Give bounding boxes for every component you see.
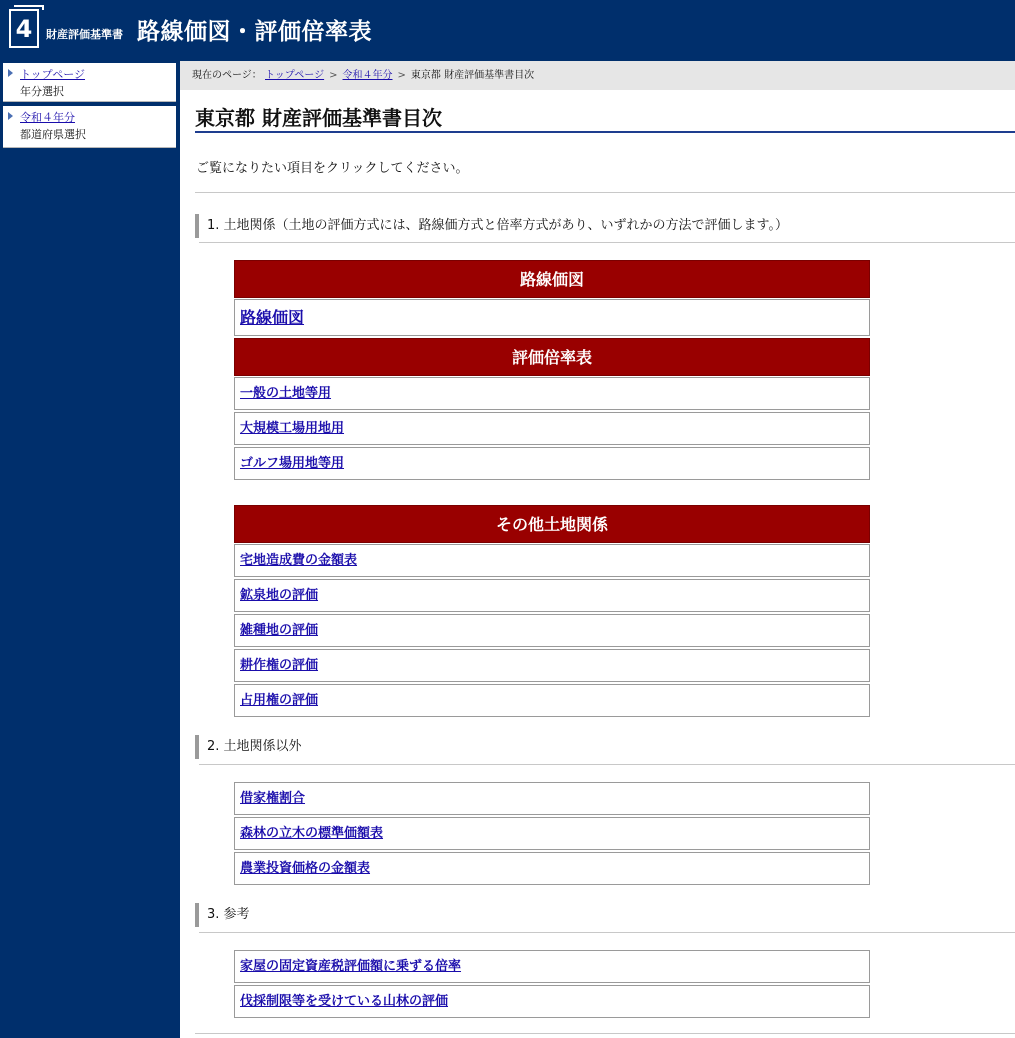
breadcrumb-separator: > [329, 70, 338, 81]
sidebar-link-year[interactable]: 令和４年分 [20, 111, 75, 124]
logo-book-icon [9, 9, 39, 48]
link-row [234, 684, 870, 717]
group-header-bairitsu: 評価倍率表 [234, 338, 870, 376]
link-row [234, 447, 870, 480]
link-misc-land[interactable]: 雑種地の評価 [240, 623, 319, 638]
link-row [234, 377, 870, 410]
divider [195, 192, 1015, 193]
section-heading-land: 1. 土地関係（土地の評価方式には、路線価方式と倍率方式があり、いずれかの方法で評価します。） [195, 214, 1015, 238]
link-row [234, 852, 870, 885]
sidebar [0, 61, 180, 1038]
group-header-other-land: その他土地関係 [234, 505, 870, 543]
link-occupancy-right[interactable]: 占用権の評価 [240, 693, 319, 708]
link-agricultural-price[interactable]: 農業投資価格の金額表 [240, 861, 371, 876]
link-general-land[interactable]: 一般の土地等用 [240, 386, 332, 401]
link-land-development-cost[interactable]: 宅地造成費の金額表 [240, 553, 358, 568]
section-heading-reference: 3. 参考 [195, 903, 1015, 927]
section-underline [199, 932, 1015, 933]
link-large-factory[interactable]: 大規模工場用地用 [240, 421, 345, 436]
link-leasehold-ratio[interactable]: 借家権割合 [240, 791, 306, 806]
link-rosenka-map[interactable]: 路線価図 [240, 308, 305, 327]
section-heading-non-land: 2. 土地関係以外 [195, 735, 1015, 759]
link-row [234, 782, 870, 815]
link-row [234, 544, 870, 577]
sidebar-link-top[interactable]: トップページ [20, 68, 86, 81]
link-row [234, 412, 870, 445]
title-underline [195, 131, 1015, 133]
breadcrumb [180, 61, 1015, 90]
breadcrumb-separator: > [397, 70, 406, 81]
logo-number: 4 [15, 15, 33, 43]
divider [195, 1033, 1015, 1034]
breadcrumb-current: 東京都 財産評価基準書目次 [410, 70, 535, 81]
site-header [0, 0, 1015, 61]
sidebar-item-year [3, 106, 176, 148]
link-mineral-spring[interactable]: 鉱泉地の評価 [240, 588, 319, 603]
link-row [234, 649, 870, 682]
breadcrumb-link-top[interactable]: トップページ [265, 70, 325, 81]
link-restricted-forest[interactable]: 伐採制限等を受けている山林の評価 [240, 994, 449, 1009]
sidebar-item-sub: 年分選択 [20, 85, 64, 98]
breadcrumb-link-year[interactable]: 令和４年分 [342, 70, 393, 81]
intro-text: ご覧になりたい項目をクリックしてください。 [196, 161, 469, 176]
triangle-bullet-icon [8, 112, 13, 120]
link-row [234, 614, 870, 647]
link-row [234, 950, 870, 983]
link-row [234, 817, 870, 850]
link-row [234, 985, 870, 1018]
header-title: 路線価図・評価倍率表 [137, 19, 372, 45]
page-title: 東京都 財産評価基準書目次 [195, 106, 442, 130]
link-row [234, 299, 870, 336]
breadcrumb-label: 現在のページ： [192, 70, 262, 81]
link-standing-timber[interactable]: 森林の立木の標準価額表 [240, 826, 384, 841]
group-header-rosenka: 路線価図 [234, 260, 870, 298]
triangle-bullet-icon [8, 69, 13, 77]
sidebar-item-sub: 都道府県選択 [20, 128, 86, 141]
link-house-multiplier[interactable]: 家屋の固定資産税評価額に乗ずる倍率 [240, 959, 462, 974]
sidebar-item-top [3, 63, 176, 102]
link-golf-course[interactable]: ゴルフ場用地等用 [240, 456, 345, 471]
link-row [234, 579, 870, 612]
section-underline [199, 242, 1015, 243]
link-tenancy-right[interactable]: 耕作権の評価 [240, 658, 319, 673]
header-subtitle: 財産評価基準書 [46, 28, 123, 41]
section-underline [199, 764, 1015, 765]
